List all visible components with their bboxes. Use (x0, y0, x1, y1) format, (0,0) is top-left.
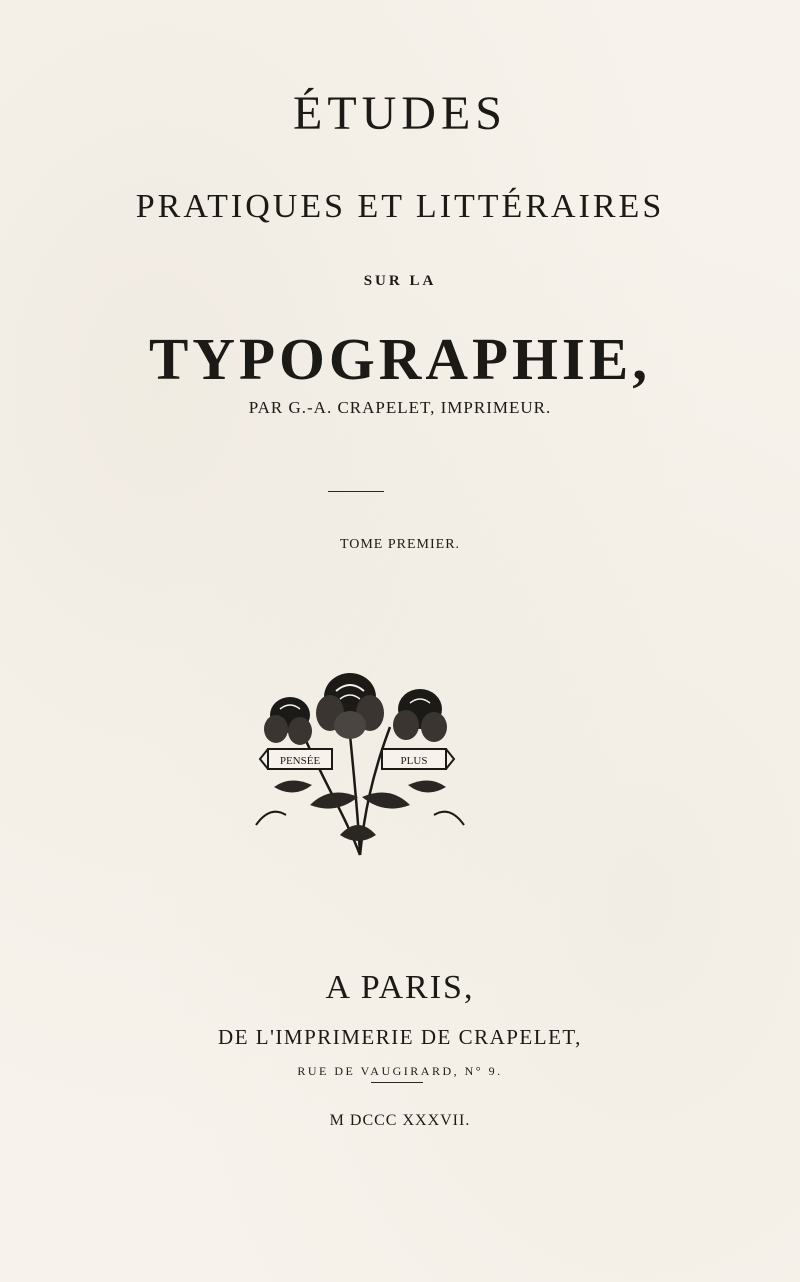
pansy-flower-left (264, 697, 312, 745)
publication-date: M DCCC XXXVII. (329, 1112, 471, 1129)
banner-left-text: PENSÉE (279, 755, 321, 767)
printer-address: RUE DE VAUGIRARD, N° 9. (297, 1064, 503, 1078)
place-of-publication: A PARIS, (325, 969, 475, 1006)
title-line-etudes: ÉTUDES (293, 87, 507, 140)
banner-right-text: PLUS (400, 755, 428, 767)
author-line: PAR G.-A. CRAPELET, IMPRIMEUR. (248, 398, 552, 417)
printer-name: DE L'IMPRIMERIE DE CRAPELET, (218, 1025, 582, 1049)
separator-rule (371, 1082, 423, 1083)
pansy-flower-right (393, 689, 447, 742)
pansy-flower-top (316, 673, 384, 739)
pansy-emblem-icon (250, 665, 470, 865)
volume-label: TOME PREMIER. (339, 537, 461, 552)
title-line-typographie: TYPOGRAPHIE, (149, 326, 651, 392)
separator-rule (328, 491, 384, 492)
title-line-pratiques: PRATIQUES ET LITTÉRAIRES (135, 188, 665, 225)
title-line-sur-la: SUR LA (363, 273, 437, 289)
pansy-leaves (274, 780, 446, 841)
